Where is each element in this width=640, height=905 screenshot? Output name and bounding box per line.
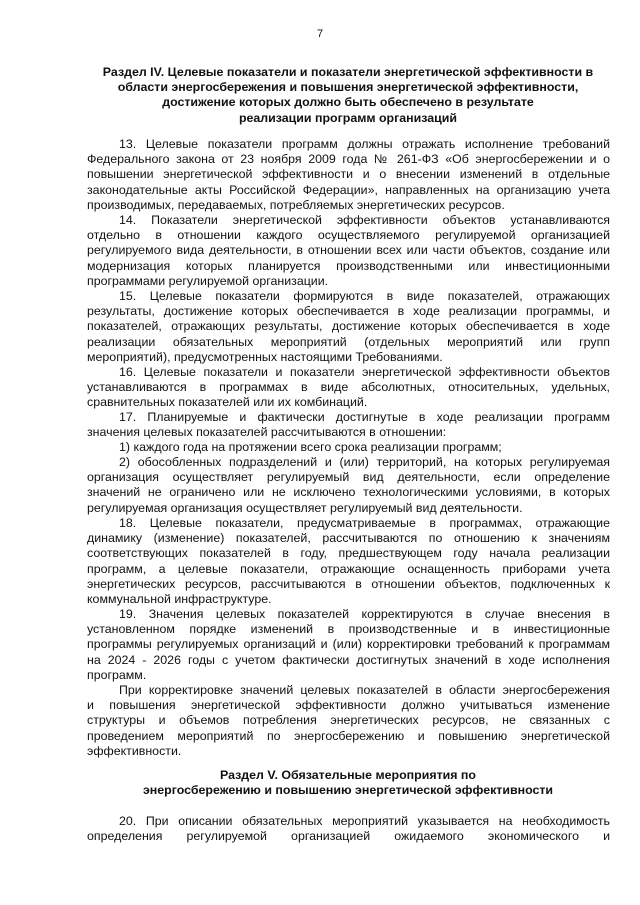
text-line: 16. Целевые показатели и показатели энергетической эффективности объектов: [119, 365, 610, 379]
paragraph-17: [87, 410, 610, 440]
text-line: 18. Целевые показатели, предусматриваемые в программах, отражающие: [119, 516, 610, 530]
text-line: 17. Планируемые и фактически достигнутые в ходе реализации программ: [119, 410, 610, 424]
text-line: проведением мероприятий по энергосбережению и повышению энергетической: [87, 728, 610, 743]
text-line: и повышения энергетической эффективности должно учитываться изменение: [87, 698, 610, 713]
text-line: регулируемого вида деятельности, в отношении всех или части объектов, создание или: [87, 243, 610, 258]
text-line: программ.: [87, 667, 147, 682]
text-line: эффективности.: [87, 743, 182, 758]
text-line: структуры и объемов потребления энергетических ресурсов, не связанных с: [87, 713, 610, 728]
text-line: сравнительных показателей или их комбинаций.: [87, 395, 368, 410]
heading-line: области энергосбережения и повышения энергетической эффективности,: [117, 80, 579, 95]
text-line: 19. Значения целевых показателей корректируются в случае внесения в: [119, 607, 610, 621]
text-line: мероприятий), предусмотренных настоящими Требованиями.: [87, 349, 443, 364]
text-line: установленном порядке изменений в производственные и в инвестиционные: [87, 622, 610, 637]
heading-line: реализации программ организаций: [238, 110, 458, 125]
paragraph-16: [87, 365, 610, 411]
text-line: на 2024 - 2026 годы с учетом фактически достигнутых значений в ходе исполнения: [87, 652, 610, 667]
text-line: определения регулируемой организацией ожидаемого экономического и: [87, 829, 610, 844]
text-line: 1) каждого года на протяжении всего срока реализации программ;: [119, 440, 502, 454]
text-line: модернизация которых планируется производственными или инвестиционными: [87, 258, 610, 273]
list-item-2: [87, 455, 610, 516]
text-line: законодательные акты Российской Федерации», направленных на организацию учета: [87, 182, 610, 197]
heading-line: Раздел V. Обязательные мероприятия по: [220, 768, 476, 782]
text-line: устанавливаются в программах в виде абсолютных, относительных, удельных,: [87, 380, 610, 395]
text-line: отдельно в отношении каждого осуществляемого регулируемой организацией: [87, 228, 610, 243]
text-line: 15. Целевые показатели формируются в виде показателей, отражающих: [119, 289, 610, 303]
paragraph-14: [87, 213, 610, 289]
paragraph-19: [87, 607, 610, 683]
text-line: динамику (изменение) показателей, рассчитываются по отношению к значениям: [87, 531, 610, 546]
list-item-1: [87, 440, 610, 455]
text-line: показателей, отражающих результаты, достижение которых обеспечивается в ходе: [87, 319, 610, 334]
text-line: значения целевых показателей рассчитываются в отношении:: [87, 425, 447, 440]
paragraph-20: [87, 814, 610, 844]
text-line: реализации обязательных мероприятий (отдельных мероприятий или групп: [87, 334, 610, 349]
section-4-heading: [90, 65, 606, 126]
paragraph-18: [87, 516, 610, 607]
text-line: соответствующих показателей в году, предшествующем году начала реализации: [87, 546, 610, 561]
heading-line: достижение которых должно быть обеспечено в результате: [162, 95, 534, 110]
heading-line: энергосбережению и повышению энергетической эффективности: [142, 783, 554, 798]
text-line: 20. При описании обязательных мероприятий указывается на необходимость: [119, 814, 610, 828]
paragraph-13: [87, 137, 610, 213]
text-line: результаты, достижение которых обеспечивается в ходе реализации программы, и: [87, 304, 610, 319]
text-line: При корректировке значений целевых показателей в области энергосбережения: [119, 683, 610, 697]
text-line: повышении энергетической эффективности и о внесении изменений в отдельные: [87, 167, 610, 182]
text-line: регулируемая организация осуществляет регулируемый вид деятельности.: [87, 500, 523, 515]
text-line: 2) обособленных подразделений и (или) территорий, на которых регулируемая: [119, 455, 610, 469]
text-line: энергетических ресурсов, рассчитываются в отношении объектов, подключенных к: [87, 576, 610, 591]
heading-line: Раздел IV. Целевые показатели и показатели энергетической эффективности в: [102, 65, 594, 79]
text-line: 13. Целевые показатели программ должны отражать исполнение требований: [119, 137, 610, 151]
text-line: программами регулируемой организации.: [87, 273, 329, 288]
text-line: программ, а целевые показатели, отражающие оснащенность приборами учета: [87, 561, 610, 576]
text-line: 14. Показатели энергетической эффективности объектов устанавливаются: [119, 213, 610, 227]
paragraph-15: [87, 289, 610, 365]
section-5-heading: [90, 768, 606, 798]
text-line: коммунальной инфраструктуре.: [87, 592, 272, 607]
paragraph-correction: [87, 683, 610, 759]
text-line: Федерального закона от 23 ноября 2009 года № 261-ФЗ «Об энергосбережении и о: [87, 152, 610, 167]
page-number: 7: [316, 28, 324, 40]
text-line: значений не ограничено или не исключено технологическими условиями, в которых: [87, 485, 610, 500]
text-line: программы регулируемых организаций и (или) корректировки требований к программам: [87, 637, 610, 652]
text-line: производимых, передаваемых, потребляемых энергетических ресурсов.: [87, 197, 505, 212]
text-line: организация осуществляет регулируемый вид деятельности, если определение: [87, 470, 610, 485]
